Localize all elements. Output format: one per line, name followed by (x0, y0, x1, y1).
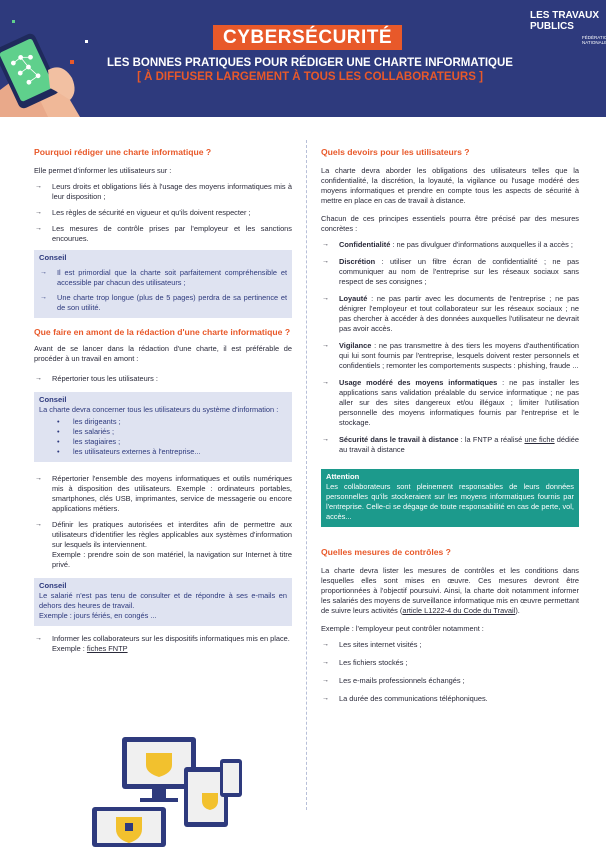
list-item (321, 378, 579, 428)
bullet-list (34, 474, 292, 570)
remote-work-sheet-link[interactable]: une fiche (524, 435, 555, 444)
fntp-logo (530, 10, 611, 45)
paragraph: Chacun de ces principes essentiels pourra être précisé par des mesures concrètes : (321, 214, 579, 233)
item-text: : ne pas transmettre à des tiers les moyens d'authentification qui lui sont fournis par l'entreprise, lesquels doivent rester personnels et confidentiels ; remonter les comportements suspects : phishing, fraude ... (339, 341, 579, 370)
advice-box (34, 250, 292, 318)
paragraph: Avant de se lancer dans la rédaction d'une charte, il est préférable de procéder à un travail en amont : (34, 344, 292, 363)
labour-code-link[interactable]: article L1222-4 du Code du Travail (402, 606, 516, 615)
list-item: → La durée des communications téléphoniques. (321, 694, 579, 704)
list-item: → Les e-mails professionnels échangés ; (321, 676, 579, 686)
list-item (34, 520, 292, 570)
fntp-sheets-link[interactable]: fiches FNTP (86, 644, 128, 653)
item-text-tail: dédiée au travail à distance (339, 435, 579, 454)
item-text: : utiliser un filtre écran de confidentialité ; ne pas communiquer au nom de l'entreprise sur les réseaux sociaux sans respect de ses consignes ; (339, 257, 579, 286)
page-subtitle-tagline: [ À DIFFUSER LARGEMENT À TOUS LES COLLABORATEURS ] (137, 71, 483, 83)
column-divider (306, 140, 307, 810)
list-item: → Les sites internet visités ; (321, 640, 579, 650)
advice-text: Le salarié n'est pas tenu de consulter et de répondre à ses e-mails en dehors des heures de travail. (39, 591, 287, 610)
advice-title: Conseil (39, 581, 67, 590)
logo-text-small: FÉDÉRATION NATIONALE (582, 35, 611, 45)
paragraph: Elle permet d'informer les utilisateurs sur : (34, 166, 172, 175)
paragraph-tail: ). (515, 606, 520, 615)
list-item-text: Définir les pratiques autorisées et interdites afin de permettre aux utilisateurs d'identifier les règles applicables aux systèmes d'information sur lesquels ils interviennent. (52, 520, 292, 549)
section-title-before: Que faire en amont de la rédaction d'une charte informatique ? (34, 327, 291, 337)
warning-box (321, 469, 579, 527)
bullet-list (34, 182, 292, 244)
bullet-list (321, 240, 579, 455)
list-item (34, 634, 292, 654)
paragraph (321, 566, 579, 616)
list-item (321, 435, 579, 455)
bullet-list (34, 634, 292, 654)
section-title-controls: Quelles mesures de contrôles ? (321, 547, 451, 557)
advice-title: Conseil (39, 253, 67, 262)
list-item (321, 257, 579, 287)
item-label: Sécurité dans le travail à distance (339, 435, 459, 444)
item-text: : ne pas divulguer d'informations auxquelles il a accès ; (390, 240, 573, 249)
list-item: → Les fichiers stockés ; (321, 658, 579, 668)
list-item (321, 294, 579, 334)
list-item: → Une charte trop longue (plus de 5 pages) perdra de sa pertinence et de son utilité. (39, 293, 287, 313)
section-title-why: Pourquoi rédiger une charte informatique ? (34, 147, 212, 157)
item-text: : la FNTP a réalisé (458, 435, 525, 444)
advice-example: Exemple : jours fériés, en congés ... (39, 611, 157, 620)
paragraph: La charte devra aborder les obligations des utilisateurs telles que la confidentialité, la discrétion, la loyauté, la vigilance ou l'usage modéré des moyens informatiques et prendre en compte tous les aspects de sécurité à mettre en place en cas de travail à distance. (321, 166, 579, 205)
list-item (321, 341, 579, 371)
item-label: Confidentialité (339, 240, 391, 249)
right-column (321, 147, 579, 704)
dot-list (57, 417, 287, 457)
bullet-list (34, 374, 292, 384)
item-label: Usage modéré des moyens informatiques (339, 378, 498, 387)
section-title-duties: Quels devoirs pour les utilisateurs ? (321, 147, 470, 157)
page-subtitle: LES BONNES PRATIQUES POUR RÉDIGER UNE CHARTE INFORMATIQUE (107, 57, 513, 69)
warning-text: Les collaborateurs sont pleinement responsables de leurs données personnelles qu'ils stockeraient sur les moyens informatiques fournis par l'entreprise. Celle-ci se dégage de toute responsabilité en cas de perte, vol, accès... (326, 482, 574, 521)
item-text: : ne pas installer les applications sans validation préalable du service informatique ; ne pas aller sur des sites dangereux et/ou illégaux ; limiter l'utilisation personnelle des moyens informatiques fournis par l'entreprise et le stockage. (339, 378, 579, 427)
list-item (321, 240, 579, 250)
item-label: Vigilance (339, 341, 372, 350)
list-item: → Les mesures de contrôle prises par l'employeur et les sanctions encourues. (34, 224, 292, 244)
paragraph: Exemple : l'employeur peut contrôler notamment : (321, 624, 484, 633)
list-item-example-prefix: Exemple : (52, 644, 87, 653)
item-label: Loyauté (339, 294, 368, 303)
advice-text: La charte devra concerner tous les utilisateurs du système d'information : (39, 405, 279, 414)
list-item: → Les règles de sécurité en vigueur et qu'ils doivent respecter ; (34, 208, 292, 218)
bullet-list (39, 268, 287, 313)
left-column (34, 147, 292, 654)
devices-illustration (92, 735, 252, 847)
list-item: → Répertorier l'ensemble des moyens informatiques et outils numériques mis à disposition des utilisateurs. Exemple : ordinateurs portables, smartphones, clés USB, imprimantes, service de messagerie ou encore applications métiers. (34, 474, 292, 514)
bullet-list (321, 640, 579, 704)
paragraph-text: La charte devra lister les mesures de contrôles et les conditions dans lesquelles elles sont mises en œuvre. Ces mesures devront être proportionnées à l'objectif poursuivi. Ainsi, la charte doit notamment informer les salariés des moyens de surveillance informatique mis en œuvre permettant de suivre leurs activités ( (321, 566, 579, 615)
item-label: Discrétion (339, 257, 376, 266)
list-item: • les utilisateurs externes à l'entreprise... (57, 447, 287, 457)
warning-title: Attention (326, 472, 360, 481)
list-item-example: Exemple : prendre soin de son matériel, la navigation sur Internet à titre privé. (52, 550, 292, 569)
list-item: → Leurs droits et obligations liés à l'usage des moyens informatiques mis à leur disposition ; (34, 182, 292, 202)
list-item: • les stagiaires ; (57, 437, 287, 447)
list-item: → Il est primordial que la charte soit parfaitement compréhensible et accessible par chacun des utilisateurs ; (39, 268, 287, 288)
list-item-text: Informer les collaborateurs sur les dispositifs informatiques mis en place. (52, 634, 290, 643)
page-title: CYBERSÉCURITÉ (213, 25, 402, 50)
item-text: : ne pas partir avec les documents de l'entreprise ; ne pas dénigrer l'employeur et tout collaborateur sur les réseaux sociaux ; ne pas chercher à accéder à des données auxquelles l'utilisateur ne devrait pas avoir accès. (339, 294, 579, 333)
logo-text-line1: LES TRAVAUX (530, 10, 600, 21)
advice-box (34, 578, 292, 626)
list-item: → Répertorier tous les utilisateurs : (34, 374, 292, 384)
list-item: • les salariés ; (57, 427, 287, 437)
advice-box (34, 392, 292, 462)
logo-text-line2: PUBLICS (530, 21, 574, 32)
header-banner (0, 0, 611, 117)
list-item: • les dirigeants ; (57, 417, 287, 427)
advice-title: Conseil (39, 395, 67, 404)
